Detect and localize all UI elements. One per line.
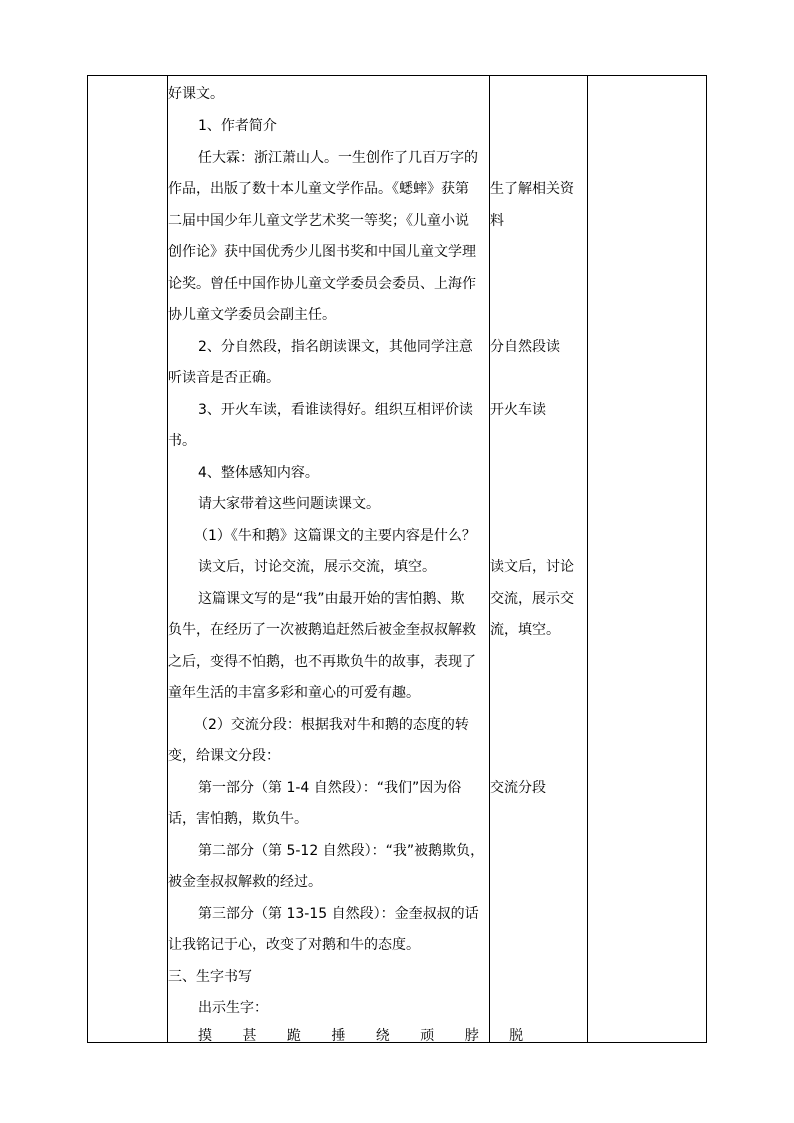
lesson-line: 3、开火车读，看谁读得好。组织互相评价读 <box>198 402 473 418</box>
lesson-table <box>87 75 707 1043</box>
lesson-line: 协儿童文学委员会副主任。 <box>168 307 336 323</box>
section-heading: 三、生字书写 <box>168 969 252 985</box>
table-left-border <box>87 75 88 1043</box>
lesson-line: 好课文。 <box>168 86 224 102</box>
student-activity-line: 读文后，讨论 <box>490 559 574 575</box>
table-right-border <box>706 75 707 1043</box>
lesson-line: 话，害怕鹅，欺负牛。 <box>168 811 308 827</box>
student-activity-line: 料 <box>490 213 504 229</box>
new-characters-list: 摸 甚 跪 捶 绕 顽 脖 脱 <box>198 1028 537 1044</box>
section-heading: 4、整体感知内容。 <box>198 465 319 481</box>
lesson-line: 负牛，在经历了一次被鹅追赶然后被金奎叔叔解救 <box>168 622 476 638</box>
lesson-line: 第二部分（第 5-12 自然段）：“我”被鹅欺负， <box>198 843 485 859</box>
lesson-line: 二届中国少年儿童文学艺术奖一等奖；《儿童小说 <box>168 213 469 229</box>
lesson-line: 变，给课文分段： <box>168 748 280 764</box>
student-activity-line: 交流分段 <box>490 780 546 796</box>
lesson-line: 被金奎叔叔解救的经过。 <box>168 874 322 890</box>
lesson-line: 书。 <box>168 433 196 449</box>
student-activity-line: 交流，展示交 <box>490 591 574 607</box>
lesson-line: 第三部分（第 13-15 自然段）：金奎叔叔的话 <box>198 906 479 922</box>
lesson-line: 2、分自然段，指名朗读课文，其他同学注意 <box>198 339 473 355</box>
lesson-line: 创作论》获中国优秀少儿图书奖和中国儿童文学理 <box>168 244 476 260</box>
lesson-line: 请大家带着这些问题读课文。 <box>198 496 380 512</box>
lesson-line: 作品，出版了数十本儿童文学作品。《蟋蟀》获第 <box>168 181 469 197</box>
column-divider-3 <box>587 75 588 1043</box>
lesson-line: 这篇课文写的是“我”由最开始的害怕鹅、欺 <box>198 591 465 607</box>
lesson-line: 第一部分（第 1-4 自然段）：“我们”因为俗 <box>198 780 462 796</box>
lesson-line: 读文后，讨论交流，展示交流，填空。 <box>198 559 436 575</box>
lesson-line: 童年生活的丰富多彩和童心的可爱有趣。 <box>168 685 420 701</box>
lesson-line: 论奖。曾任中国作协儿童文学委员会委员、上海作 <box>168 276 476 292</box>
student-activity-line: 流，填空。 <box>490 622 560 638</box>
student-activity-line: 生了解相关资 <box>490 181 574 197</box>
question-line: （1）《牛和鹅》这篇课文的主要内容是什么？ <box>194 528 476 544</box>
lesson-line: 任大霖：浙江萧山人。一生创作了几百万字的 <box>198 150 478 166</box>
student-activity-line: 开火车读 <box>490 402 546 418</box>
question-line: （2）交流分段：根据我对牛和鹅的态度的转 <box>194 717 469 733</box>
student-activity-line: 分自然段读 <box>490 339 560 355</box>
lesson-line: 听读音是否正确。 <box>168 370 280 386</box>
lesson-line: 出示生字： <box>198 1000 268 1016</box>
lesson-line: 之后，变得不怕鹅，也不再欺负牛的故事，表现了 <box>168 654 476 670</box>
table-top-border <box>87 75 707 76</box>
section-heading: 1、作者简介 <box>198 118 277 134</box>
lesson-line: 让我铭记于心，改变了对鹅和牛的态度。 <box>168 937 420 953</box>
